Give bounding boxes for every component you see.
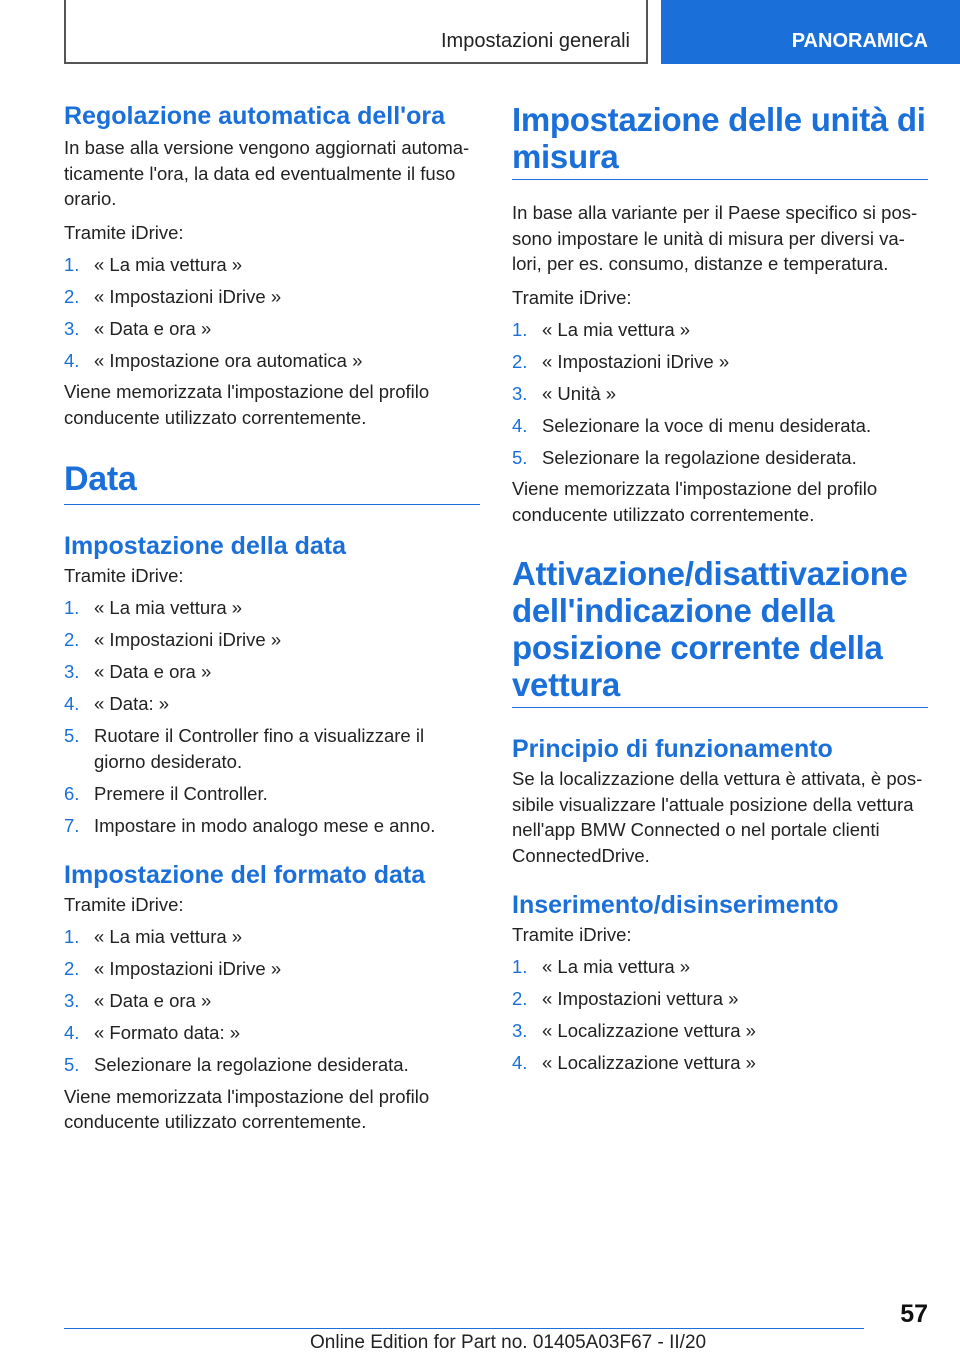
footer-edition-text: Online Edition for Part no. 01405A03F67 - II/20 [310,1332,707,1353]
paragraph-units-note: Viene memorizzata l'impostazione del profilo conducente utilizzato correntemente. [512,478,878,525]
header-tab-panoramica[interactable]: PANORAMICA [661,0,960,64]
list-toggle-steps [512,954,928,1076]
left-column [64,101,480,1135]
list-auto-time-steps [64,252,480,374]
heading-units: Impostazione delle unità di misura [512,101,926,175]
list-item: 3. « Data e ora » [64,317,212,339]
list-item: 3. « Data e ora » [64,990,212,1011]
list-item: 1. « La mia vettura » [64,597,243,618]
list-item: 2. « Impostazioni vettura » [512,988,739,1009]
list-item: 3. « Unità » [512,382,617,404]
list-item: 4. « Data: » [64,693,170,714]
list-item: 3. « Localizzazione vettura » [512,1020,756,1041]
right-column [512,101,928,1076]
list-date-format-steps [64,924,480,1078]
section-position-heading-wrap [512,555,928,708]
paragraph-units-intro: In base alla variante per il Paese specifico si pos-sono impostare le unità di misura per diversi va-lori, per es. consumo, distanze e temperatura. [512,202,918,274]
section-units-heading-wrap [512,101,928,180]
list-set-date-steps [64,595,480,838]
list-item: 5. Ruotare il Controller fino a visualizzare il giorno desiderato. [64,725,425,772]
footer-divider [64,1328,864,1329]
list-units-steps [512,317,928,471]
heading-position: Attivazione/disattivazione dell'indicazione della posizione corrente della vettura [512,555,908,703]
list-item: 6. Premere il Controller. [64,782,268,804]
list-item: 5. Selezionare la regolazione desiderata. [512,446,857,468]
paragraph-via: Tramite iDrive: [512,286,632,308]
list-item: 2. « Impostazioni iDrive » [64,285,282,307]
paragraph-principle: Se la localizzazione della vettura è attivata, è pos-sibile visualizzare l'attuale posizione della vettura nell'app BMW Connected o nel portale clienti ConnectedDrive. [512,768,923,866]
section-date-heading-wrap [64,460,480,505]
list-item: 7. Impostare in modo analogo mese e anno. [64,814,436,836]
paragraph-via: Tramite iDrive: [64,565,184,586]
paragraph-via: Tramite iDrive: [64,894,184,915]
paragraph-auto-time-note: Viene memorizzata l'impostazione del profilo conducente utilizzato correntemente. [64,381,430,428]
list-item: 2. « Impostazioni iDrive » [512,350,730,372]
heading-toggle: Inserimento/disinserimento [512,891,839,919]
list-item: 4. « Formato data: » [64,1022,241,1043]
list-item: 5. Selezionare la regolazione desiderata. [64,1054,409,1075]
header-section-title: Impostazioni generali [441,30,630,52]
list-item: 3. « Data e ora » [64,661,212,682]
list-item: 4. « Impostazione ora automatica » [64,349,363,371]
heading-principle: Principio di funzionamento [512,735,833,763]
list-item: 1. « La mia vettura » [64,253,243,275]
paragraph-via: Tramite iDrive: [64,221,184,243]
list-item: 2. « Impostazioni iDrive » [64,958,282,979]
heading-date: Data [64,460,137,498]
paragraph-date-format-note: Viene memorizzata l'impostazione del profilo conducente utilizzato correntemente. [64,1085,430,1132]
list-item: 1. « La mia vettura » [512,318,691,340]
list-item: 1. « La mia vettura » [512,956,691,977]
heading-date-format: Impostazione del formato data [64,861,426,889]
list-item: 4. « Localizzazione vettura » [512,1052,756,1073]
heading-set-date: Impostazione della data [64,532,347,560]
list-item: 1. « La mia vettura » [64,926,243,947]
paragraph-auto-time-intro: In base alla versione vengono aggiornati automa-ticamente l'ora, la data ed eventualmente il fuso orario. [64,137,470,209]
header-box [64,0,648,64]
heading-auto-time: Regolazione automatica dell'ora [64,102,446,130]
list-item: 2. « Impostazioni iDrive » [64,629,282,650]
page-number: 57 [900,1300,928,1328]
list-item: 4. Selezionare la voce di menu desiderata. [512,414,872,436]
paragraph-via: Tramite iDrive: [512,924,632,945]
